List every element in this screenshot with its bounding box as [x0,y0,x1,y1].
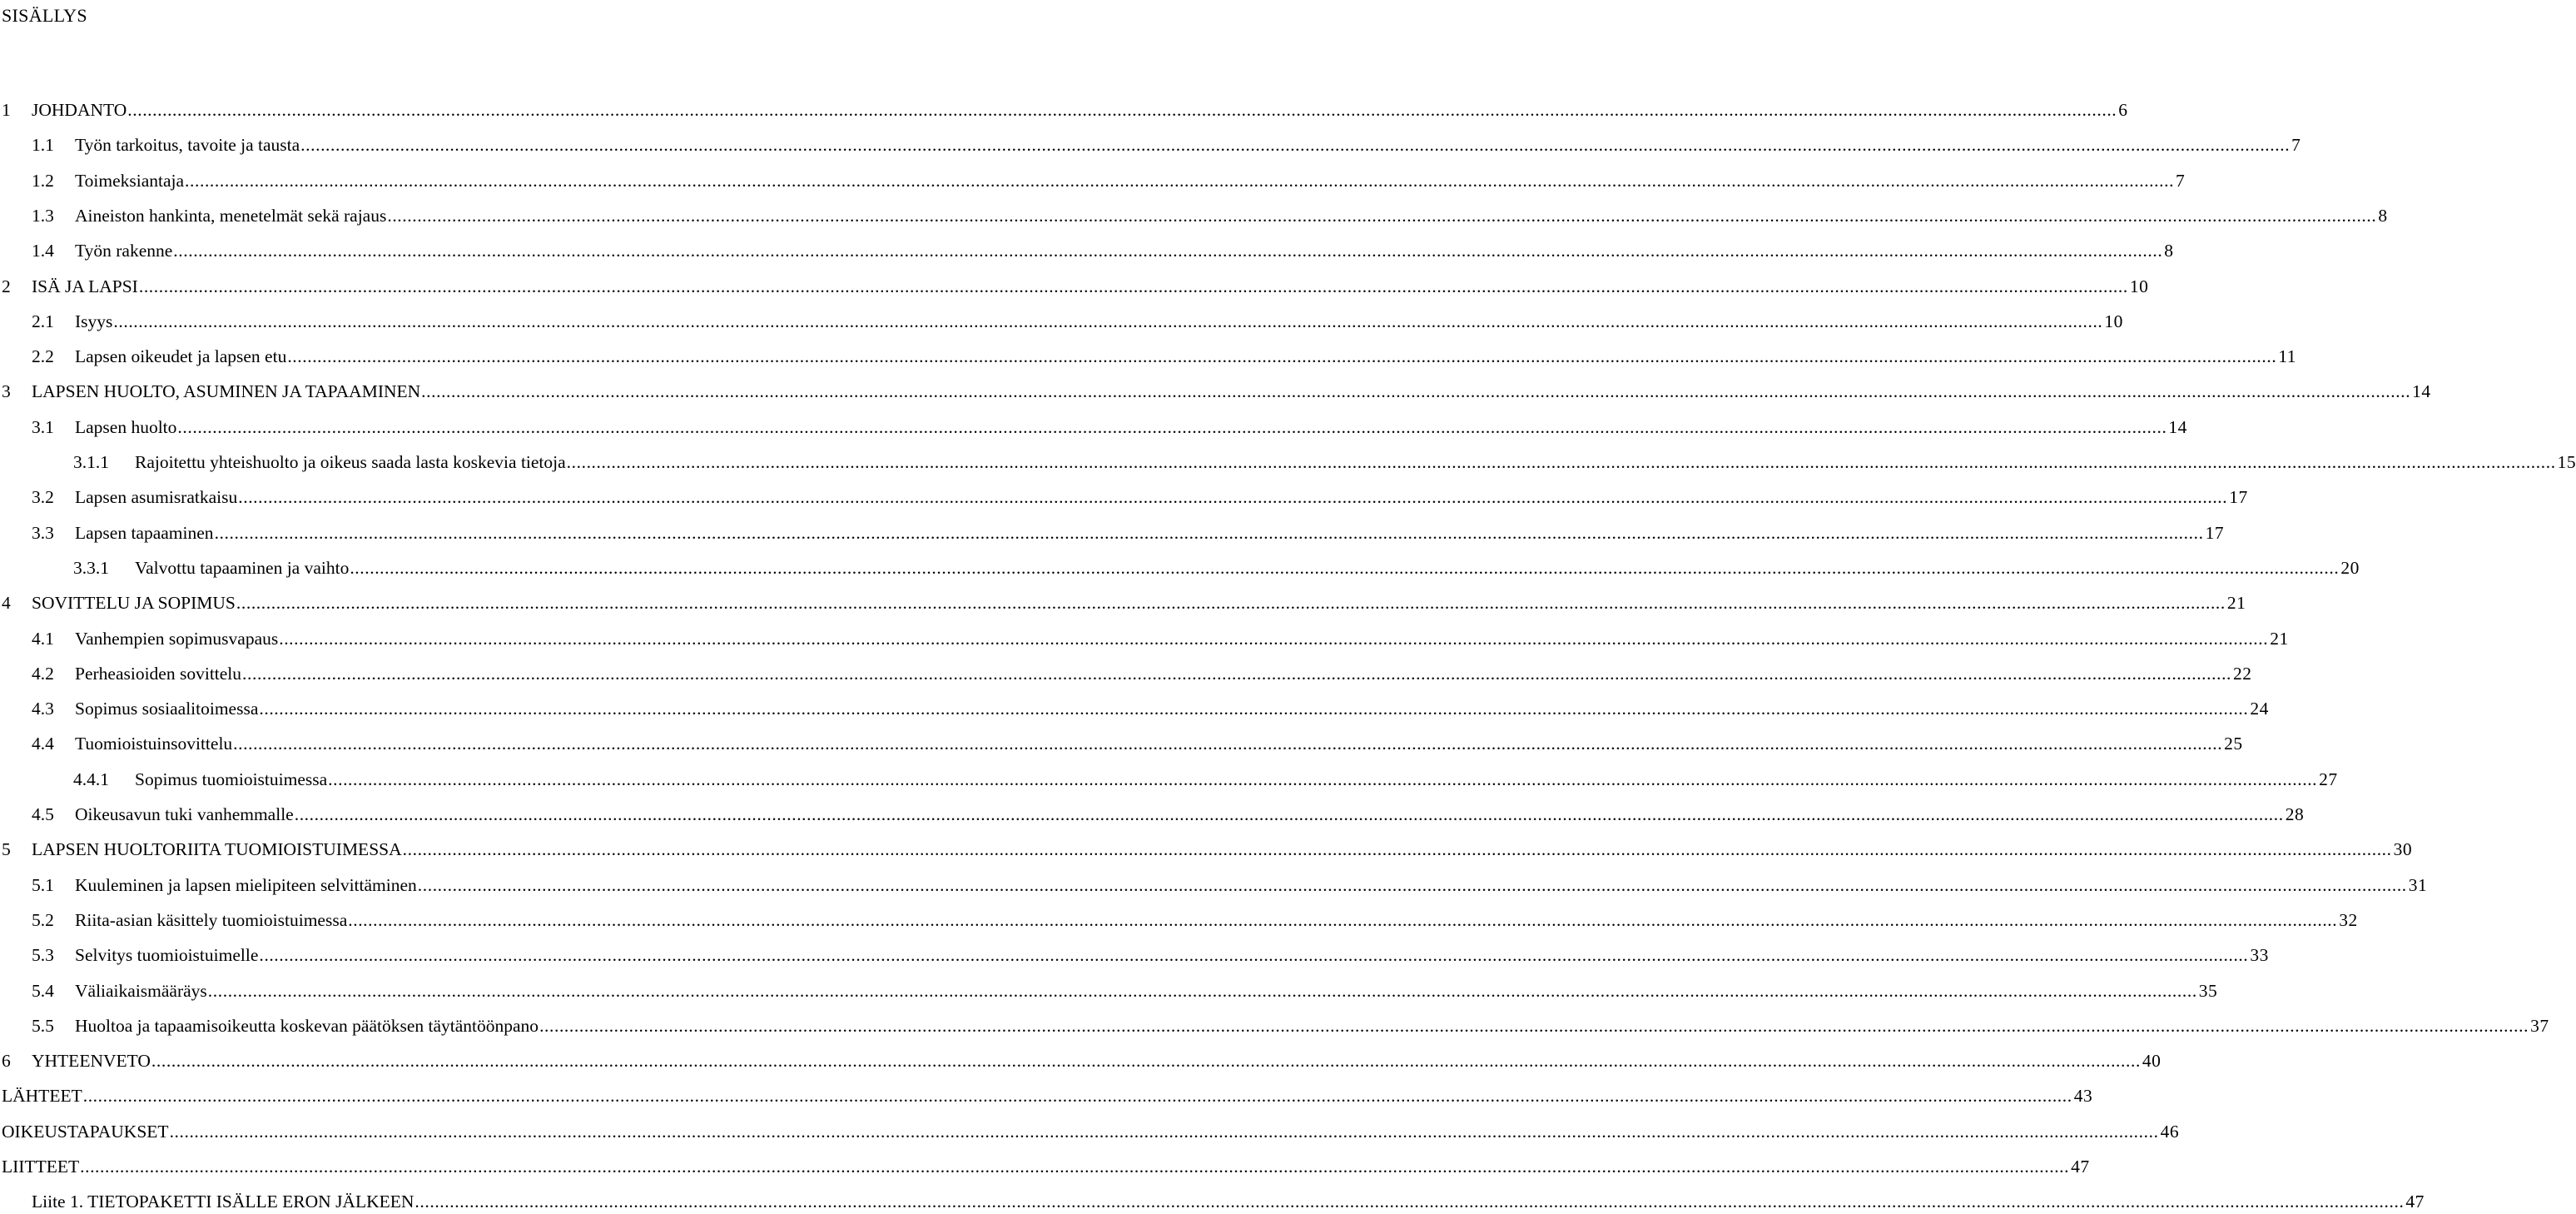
toc-entry-number: 1.3 [32,206,54,226]
dot-leader: ................................................................................................................................................................................................................................................................................................................................................................................................................ [348,910,2338,930]
toc-entry-page: 10 [2129,276,2149,296]
toc-entry[interactable] [0,203,2388,228]
toc-entry-page: 25 [2224,734,2243,754]
toc-entry-title: Tuomioistuinsovittelu [75,734,233,754]
toc-entry-title: Toimeksiantaja [75,171,185,191]
toc-entry-title: Isyys [75,311,113,331]
toc-entry-title: Vanhempien sopimusvapaus [75,629,279,649]
toc-entry[interactable] [0,767,2338,792]
toc-entry-number: 1 [2,100,11,120]
toc-entry-page: 15 [2557,452,2576,472]
dot-leader: ................................................................................................................................................................................................................................................................................................................................................................................................................ [566,452,2556,472]
toc-entry-page: 27 [2319,769,2338,789]
toc-entry-page: 37 [2530,1016,2549,1036]
toc-entry[interactable] [0,908,2358,933]
toc-entry[interactable] [0,97,2128,122]
toc-entry-page: 11 [2278,346,2297,366]
toc-entry-title: Työn rakenne [75,241,173,261]
toc-entry-page: 21 [2226,593,2246,613]
toc-entry-page: 7 [2176,171,2186,191]
toc-entry-title: Liite 1. TIETOPAKETTI ISÄLLE ERON JÄLKEEN [32,1192,414,1212]
dot-leader: ................................................................................................................................................................................................................................................................................................................................................................................................................ [236,593,2226,613]
toc-entry-title: LAPSEN HUOLTO, ASUMINEN JA TAPAAMINEN [32,381,421,401]
dot-leader: ................................................................................................................................................................................................................................................................................................................................................................................................................ [238,487,2228,507]
toc-entry-title: Sopimus tuomioistuimessa [135,769,328,789]
toc-entry-number: 4.4 [32,734,54,754]
dot-leader: ................................................................................................................................................................................................................................................................................................................................................................................................................ [328,769,2318,789]
dot-leader: ................................................................................................................................................................................................................................................................................................................................................................................................................ [421,381,2411,401]
toc-entry-title: JOHDANTO [32,100,127,120]
dot-leader: ................................................................................................................................................................................................................................................................................................................................................................................................................ [233,734,2223,754]
toc-entry-page: 47 [2405,1192,2425,1212]
toc-entry-number: 4.4.1 [73,769,109,789]
toc-entry[interactable] [0,802,2305,827]
toc-entry[interactable] [0,132,2301,157]
toc-entry-title: Riita-asian käsittely tuomioistuimessa [75,910,348,930]
dot-leader: ................................................................................................................................................................................................................................................................................................................................................................................................................ [402,839,2392,859]
toc-entry[interactable] [0,696,2269,721]
dot-leader: ................................................................................................................................................................................................................................................................................................................................................................................................................ [185,171,2175,191]
dot-leader: ................................................................................................................................................................................................................................................................................................................................................................................................................ [259,945,2249,965]
toc-entry[interactable] [0,943,2269,968]
dot-leader: ................................................................................................................................................................................................................................................................................................................................................................................................................ [173,241,2163,261]
toc-entry-page: 28 [2285,804,2305,824]
toc-entry-title: Huoltoa ja tapaamisoikeutta koskevan päätöksen täytäntöönpano [75,1016,539,1036]
toc-entry-page: 33 [2250,945,2269,965]
toc-entry[interactable] [0,485,2248,510]
toc-entry[interactable] [0,379,2431,404]
toc-entry-number: 4 [2,593,11,613]
toc-entry-page: 7 [2291,135,2301,155]
toc-entry[interactable] [0,837,2413,862]
toc-entry[interactable] [0,1154,2090,1179]
toc-entry[interactable] [0,1013,2549,1038]
toc-entry-page: 21 [2270,629,2289,649]
toc-entry-title: Lapsen huolto [75,417,177,437]
toc-entry-page: 47 [2071,1157,2090,1177]
toc-entry-title: Perheasioiden sovittelu [75,664,242,684]
toc-entry-number: 4.1 [32,629,54,649]
dot-leader: ................................................................................................................................................................................................................................................................................................................................................................................................................ [417,875,2407,895]
toc-entry-title: Oikeusavun tuki vanhemmalle [75,804,294,824]
toc-entry-title: Kuuleminen ja lapsen mielipiteen selvittäminen [75,875,417,895]
toc-entry-title: Aineiston hankinta, menetelmät sekä rajaus [75,206,387,226]
toc-entry-number: 3.2 [32,487,54,507]
toc-entry-page: 14 [2412,381,2431,401]
dot-leader: ................................................................................................................................................................................................................................................................................................................................................................................................................ [539,1016,2529,1036]
toc-entry-title: OIKEUSTAPAUKSET [2,1122,169,1142]
toc-entry-page: 10 [2104,311,2123,331]
toc-entry[interactable] [0,415,2187,440]
toc-entry-page: 20 [2340,558,2360,578]
toc-entry-page: 46 [2160,1122,2180,1142]
toc-entry-number: 1.1 [32,135,54,155]
toc-entry-number: 2.1 [32,311,54,331]
toc-entry[interactable] [0,590,2246,615]
toc-entry-number: 1.4 [32,241,54,261]
toc-entry-title: Sopimus sosiaalitoimessa [75,699,259,719]
dot-leader: ................................................................................................................................................................................................................................................................................................................................................................................................................ [113,311,2103,331]
toc-entry-page: 43 [2073,1086,2093,1106]
toc-entry-number: 3.3 [32,523,54,543]
toc-entry[interactable] [0,520,2225,545]
toc-entry-page: 32 [2339,910,2358,930]
toc-entry[interactable] [0,731,2243,756]
toc-entry-title: Väliaikaismääräys [75,981,207,1001]
toc-entry[interactable] [0,1083,2093,1108]
toc-entry-number: 2 [2,276,11,296]
toc-entry-page: 35 [2198,981,2218,1001]
toc-entry-number: 4.2 [32,664,54,684]
dot-leader: ................................................................................................................................................................................................................................................................................................................................................................................................................ [279,629,2269,649]
toc-entry-title: Valvottu tapaaminen ja vaihto [135,558,350,578]
dot-leader: ................................................................................................................................................................................................................................................................................................................................................................................................................ [127,100,2117,120]
toc-entry-page: 22 [2233,664,2252,684]
toc-entry-number: 1.2 [32,171,54,191]
dot-leader: ................................................................................................................................................................................................................................................................................................................................................................................................................ [214,523,2204,543]
dot-leader: ................................................................................................................................................................................................................................................................................................................................................................................................................ [151,1051,2141,1071]
dot-leader: ................................................................................................................................................................................................................................................................................................................................................................................................................ [207,981,2197,1001]
toc-entry-number: 5.1 [32,875,54,895]
toc-entry-number: 3.1 [32,417,54,437]
toc-entry-title: YHTEENVETO [32,1051,151,1071]
toc-entry-number: 3.1.1 [73,452,109,472]
toc-entry[interactable] [0,555,2360,580]
toc-entry-number: 6 [2,1051,11,1071]
toc-entry-page: 17 [2229,487,2248,507]
toc-entry-page: 17 [2205,523,2225,543]
toc-entry-title: LAPSEN HUOLTORIITA TUOMIOISTUIMESSA [32,839,402,859]
toc-entry-page: 31 [2408,875,2428,895]
toc-entry-number: 5.5 [32,1016,54,1036]
dot-leader: ................................................................................................................................................................................................................................................................................................................................................................................................................ [287,346,2277,366]
toc-entry-number: 5.3 [32,945,54,965]
dot-leader: ................................................................................................................................................................................................................................................................................................................................................................................................................ [138,276,2128,296]
toc-entry-title: Selvitys tuomioistuimelle [75,945,259,965]
toc-entry-number: 3.3.1 [73,558,109,578]
dot-leader: ................................................................................................................................................................................................................................................................................................................................................................................................................ [169,1122,2159,1142]
toc-entry-title: Lapsen asumisratkaisu [75,487,238,507]
toc-entry[interactable] [0,661,2252,686]
toc-entry-number: 4.5 [32,804,54,824]
dot-leader: ................................................................................................................................................................................................................................................................................................................................................................................................................ [350,558,2340,578]
toc-entry[interactable] [0,1119,2180,1144]
toc-entry-number: 4.3 [32,699,54,719]
dot-leader: ................................................................................................................................................................................................................................................................................................................................................................................................................ [82,1086,2072,1106]
toc-entry-title: Rajoitettu yhteishuolto ja oikeus saada lasta koskevia tietoja [135,452,566,472]
toc-entry-number: 3 [2,381,11,401]
toc-entry[interactable] [0,1189,2425,1214]
toc-entry[interactable] [0,309,2123,334]
toc-entry-page: 8 [2164,241,2174,261]
toc-entry-page: 8 [2378,206,2388,226]
toc-entry-page: 30 [2393,839,2413,859]
dot-leader: ................................................................................................................................................................................................................................................................................................................................................................................................................ [259,699,2249,719]
toc-entry-number: 5 [2,839,11,859]
toc-entry[interactable] [0,274,2149,299]
toc-entry-number: 5.2 [32,910,54,930]
dot-leader: ................................................................................................................................................................................................................................................................................................................................................................................................................ [414,1192,2405,1212]
dot-leader: ................................................................................................................................................................................................................................................................................................................................................................................................................ [242,664,2232,684]
toc-entry[interactable] [0,344,2297,369]
toc-entry-title: SOVITTELU JA SOPIMUS [32,593,236,613]
toc-entry[interactable] [0,873,2428,898]
toc-entry-title: Lapsen oikeudet ja lapsen etu [75,346,287,366]
toc-entry-page: 40 [2142,1051,2162,1071]
toc-entry[interactable] [0,1048,2162,1073]
toc-entry-page: 14 [2168,417,2187,437]
toc-entry-title: LIITTEET [2,1157,80,1177]
toc-entry[interactable] [0,450,2576,475]
dot-leader: ................................................................................................................................................................................................................................................................................................................................................................................................................ [300,135,2291,155]
toc-entry-page: 24 [2250,699,2269,719]
toc-entry-number: 5.4 [32,981,54,1001]
toc-entry-title: LÄHTEET [2,1086,82,1106]
dot-leader: ................................................................................................................................................................................................................................................................................................................................................................................................................ [177,417,2167,437]
toc-entry-title: ISÄ JA LAPSI [32,276,138,296]
dot-leader: ................................................................................................................................................................................................................................................................................................................................................................................................................ [294,804,2284,824]
toc-entry[interactable] [0,626,2289,651]
toc-entry[interactable] [0,238,2174,263]
toc-entry-title: Lapsen tapaaminen [75,523,214,543]
page-title: SISÄLLYS [2,5,87,26]
dot-leader: ................................................................................................................................................................................................................................................................................................................................................................................................................ [387,206,2377,226]
toc-entry-number: 2.2 [32,346,54,366]
toc-entry[interactable] [0,168,2186,193]
toc-entry-page: 6 [2118,100,2128,120]
toc-entry[interactable] [0,978,2218,1003]
dot-leader: ................................................................................................................................................................................................................................................................................................................................................................................................................ [80,1157,2070,1177]
toc-entry-title: Työn tarkoitus, tavoite ja tausta [75,135,300,155]
